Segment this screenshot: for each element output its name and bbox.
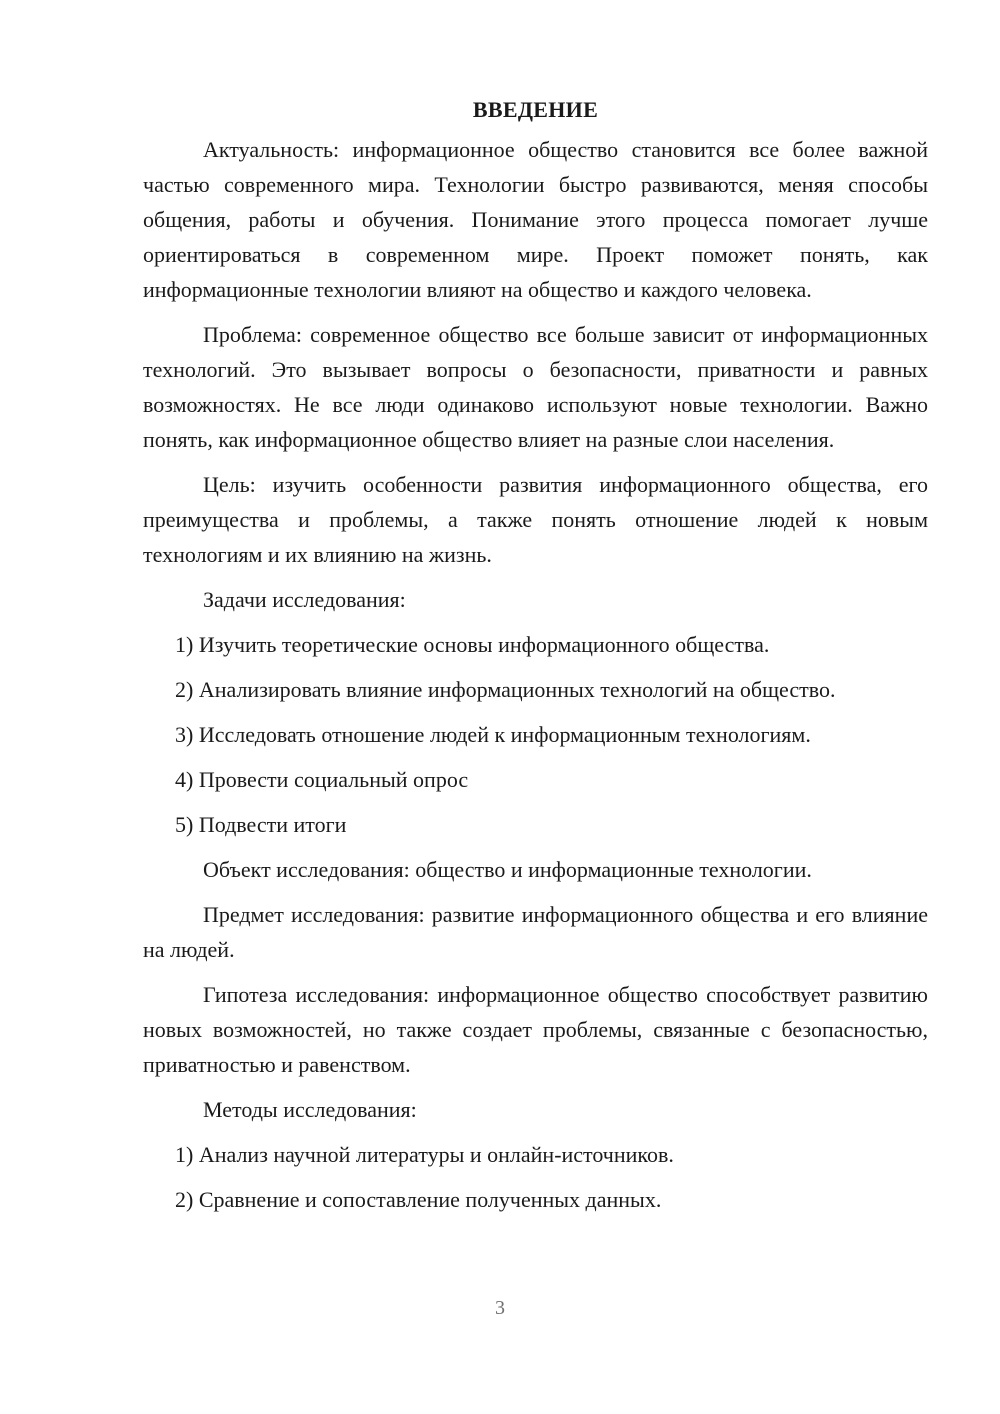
list-item: 2) Сравнение и сопоставление полученных данных. [175,1187,662,1212]
page-number: 3 [495,1297,505,1319]
tasks-label: Задачи исследования: [203,587,406,612]
list-item: 2) Анализировать влияние информационных технологий на общество. [175,677,836,702]
list-item: 5) Подвести итоги [175,812,347,837]
relevance-paragraph: Актуальность: информационное общество становится все более важной частью современного мира. Технологии быстро развиваются, меняя способы общения, работы и обучения. Понимание этого процесса помогает лучше ориентироваться в современном мире. Проект поможет понять, как информационные технологии влияют на общество и каждого человека. [143,137,928,302]
problem-paragraph: Проблема: современное общество все больше зависит от информационных технологий. Это вызывает вопросы о безопасности, приватности и равных возможностях. Не все люди одинаково используют новые технологии. Важно понять, как информационное общество влияет на разные слои населения. [143,322,928,452]
object-paragraph: Объект исследования: общество и информационные технологии. [203,857,812,882]
list-item: 1) Изучить теоретические основы информационного общества. [175,632,770,657]
list-item: 4) Провести социальный опрос [175,767,469,792]
list-item: 3) Исследовать отношение людей к информационным технологиям. [175,722,811,747]
document-page [143,92,928,1227]
goal-paragraph: Цель: изучить особенности развития информационного общества, его преимущества и проблемы, а также понять отношение людей к новым технологиям и их влиянию на жизнь. [143,472,928,567]
list-item: 1) Анализ научной литературы и онлайн-источников. [175,1142,674,1167]
hypothesis-paragraph: Гипотеза исследования: информационное общество способствует развитию новых возможностей, но также создает проблемы, связанные с безопасностью, приватностью и равенством. [143,982,928,1077]
subject-paragraph: Предмет исследования: развитие информационного общества и его влияние на людей. [143,902,928,962]
methods-list [143,1137,928,1217]
methods-label: Методы исследования: [203,1097,417,1122]
tasks-list [143,627,928,842]
page-title: ВВЕДЕНИЕ [472,97,599,122]
